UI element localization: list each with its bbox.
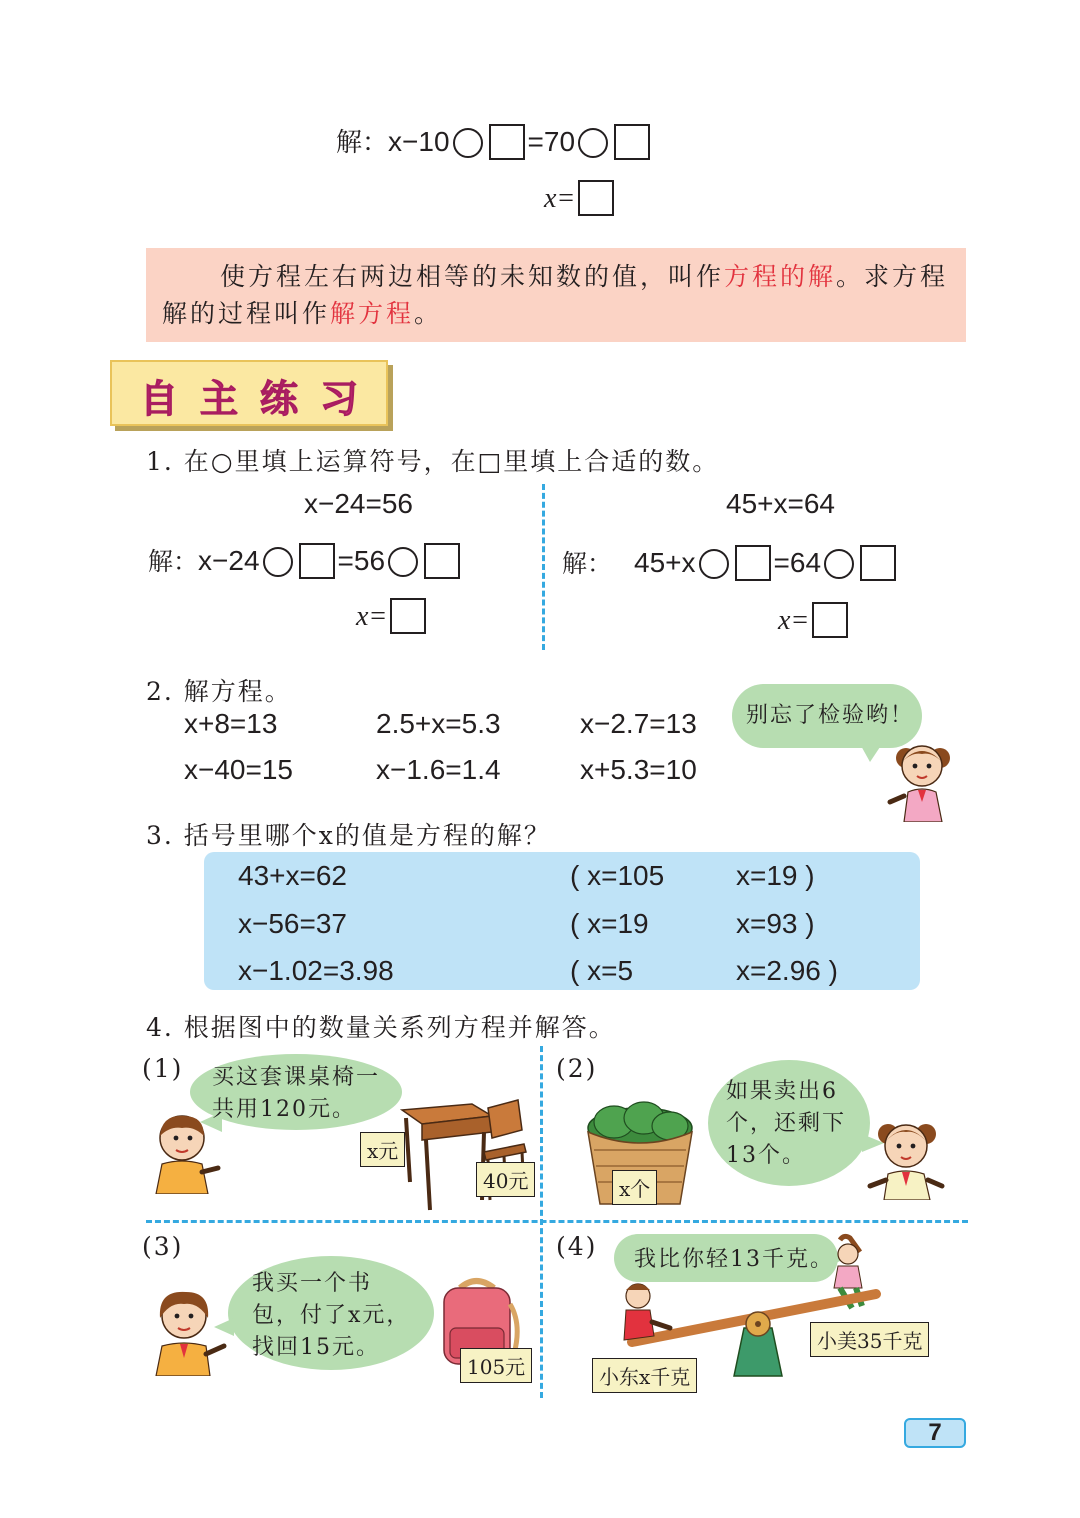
definition-term-solving: 解方程 (330, 299, 415, 328)
solution-mid-expr: =70 (527, 126, 576, 157)
q4-part-number: (3) (142, 1232, 184, 1261)
solution-lhs: 45+x (634, 547, 696, 578)
q2-equation: x−2.7=13 (580, 708, 697, 739)
solution-prefix: 解： (562, 549, 613, 578)
q1-left-equation: x−24=56 (304, 488, 413, 519)
top-solution-line1 (336, 122, 653, 160)
girl-illustration (866, 1116, 946, 1200)
q4-3-bubble-text: 我买一个书包，付了x元，找回15元。 (252, 1271, 411, 1360)
q1-prompt: 1. 在○里填上运算符号，在□里填上合适的数。 (146, 447, 720, 476)
operator-circle-blank[interactable] (578, 128, 608, 158)
number-box-blank[interactable] (299, 543, 335, 579)
q4-part-number: (4) (556, 1232, 598, 1261)
definition-part3: 。 (414, 299, 443, 328)
chair-price-tag: 40元 (476, 1162, 535, 1197)
q3-option[interactable]: x=93 ) (736, 908, 815, 939)
q3-option[interactable]: ( x=105 (570, 860, 665, 891)
q3-option[interactable]: x=2.96 ) (736, 955, 838, 986)
q1-left-answer (356, 598, 429, 634)
q3-equation: x−1.02=3.98 (238, 955, 394, 986)
bag-price-tag: 105元 (460, 1348, 532, 1383)
definition-text (162, 258, 952, 332)
number-box-blank[interactable] (489, 124, 525, 160)
q2-equation: x+8=13 (184, 708, 278, 739)
q2-bubble-tail (860, 744, 882, 762)
operator-circle-blank[interactable] (699, 549, 729, 579)
q2-prompt: 2. 解方程。 (146, 677, 292, 706)
solution-prefix: 解： (336, 128, 389, 158)
q3-option[interactable]: ( x=19 (570, 908, 649, 939)
q3-equation: x−56=37 (238, 908, 347, 939)
q4-4-bubble-text: 我比你轻13千克。 (634, 1247, 834, 1272)
page-number: 7 (904, 1418, 966, 1448)
solution-left-expr: x−10 (388, 126, 450, 157)
operator-circle-blank[interactable] (388, 547, 418, 577)
x-equals-label: x= (356, 601, 388, 632)
answer-box-blank[interactable] (578, 180, 614, 216)
solution-prefix: 解： (148, 547, 199, 576)
number-box-blank[interactable] (860, 545, 896, 581)
q4-horizontal-divider (146, 1220, 968, 1223)
q1-right-answer (778, 602, 851, 638)
solution-lhs: x−24 (198, 545, 260, 576)
desk-price-tag: x元 (360, 1132, 405, 1167)
top-solution-line2 (544, 180, 617, 216)
q2-equation: 2.5+x=5.3 (376, 708, 501, 739)
q1-divider (542, 484, 545, 650)
q1-right-solution (562, 544, 899, 581)
operator-circle-blank[interactable] (263, 547, 293, 577)
boy-weight-tag: 小东x千克 (592, 1358, 697, 1393)
q1-right-equation: 45+x=64 (726, 488, 835, 519)
q4-part-number: (1) (142, 1054, 184, 1083)
q2-equation: x+5.3=10 (580, 754, 697, 785)
q4-3-bubble-tail (214, 1318, 234, 1336)
q3-option[interactable]: x=19 ) (736, 860, 815, 891)
q2-bubble-text: 别忘了检验哟！ (746, 703, 915, 728)
answer-box-blank[interactable] (812, 602, 848, 638)
girl-weight-tag: 小美35千克 (810, 1322, 929, 1357)
number-box-blank[interactable] (735, 545, 771, 581)
number-box-blank[interactable] (614, 124, 650, 160)
q3-equation: 43+x=62 (238, 860, 347, 891)
solution-rhs: =56 (337, 545, 386, 576)
boy-illustration (148, 1108, 228, 1194)
definition-part1: 使方程左右两边相等的未知数的值，叫作 (220, 262, 725, 291)
q3-option[interactable]: ( x=5 (570, 955, 634, 986)
q4-prompt: 4. 根据图中的数量关系列方程并解答。 (146, 1013, 616, 1042)
operator-circle-blank[interactable] (824, 549, 854, 579)
girl-illustration (884, 736, 960, 822)
operator-circle-blank[interactable] (453, 128, 483, 158)
q2-equation: x−1.6=1.4 (376, 754, 501, 785)
x-equals-label: x= (544, 183, 576, 214)
q1-left-solution (148, 542, 463, 579)
number-box-blank[interactable] (424, 543, 460, 579)
definition-part2: 。求方程解的过程叫作 (162, 262, 949, 328)
answer-box-blank[interactable] (390, 598, 426, 634)
q4-2-bubble-text: 如果卖出6个，还剩下13个。 (726, 1079, 847, 1168)
basket-quantity-tag: x个 (612, 1170, 657, 1205)
q4-part-number: (2) (556, 1054, 598, 1083)
q2-equation: x−40=15 (184, 754, 293, 785)
x-equals-label: x= (778, 605, 810, 636)
q4-1-bubble-text: 买这套课桌椅一共用120元。 (212, 1065, 381, 1122)
q3-prompt: 3. 括号里哪个x的值是方程的解？ (146, 821, 551, 850)
section-title: 自主练习 (140, 377, 381, 421)
definition-term-solution: 方程的解 (724, 262, 837, 291)
solution-rhs: =64 (773, 547, 822, 578)
